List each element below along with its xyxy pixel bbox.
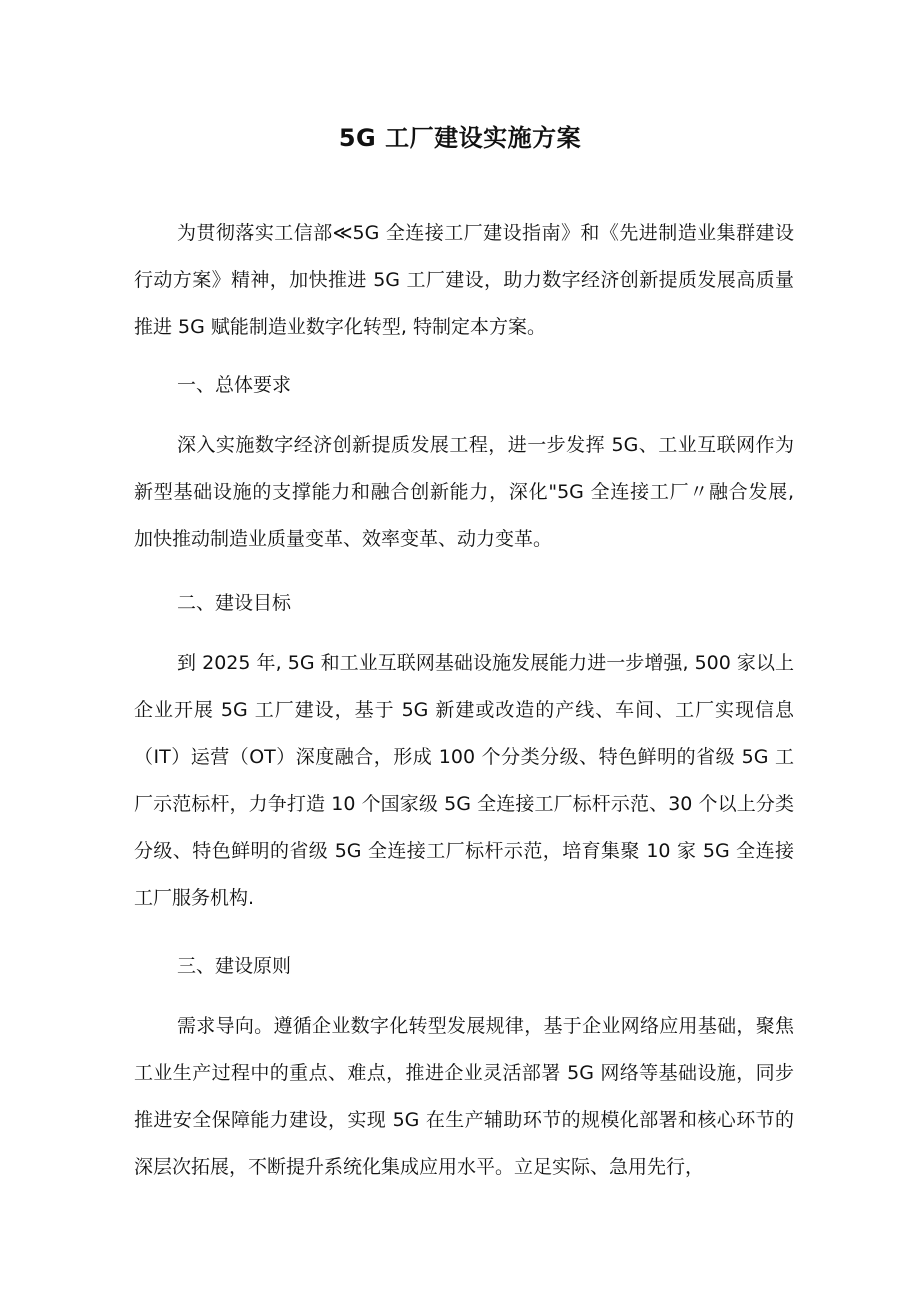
section-heading-construction-principles: 三、建设原则 bbox=[177, 955, 292, 977]
section-heading-construction-goals: 二、建设目标 bbox=[177, 592, 292, 614]
section-paragraph-general-requirements: 深入实施数字经济创新提质发展工程，进一步发挥 5G、工业互联网作为新型基础设施的支撑能力和融合创新能力，深化"5G 全连接工厂〃融合发展, 加快推动制造业质量变革、效率变革、动力变革。 bbox=[134, 434, 794, 550]
document-title: 5G 工厂建设实施方案 bbox=[338, 124, 582, 152]
intro-paragraph: 为贯彻落实工信部≪5G 全连接工厂建设指南》和《先进制造业集群建设行动方案》精神，加快推进 5G 工厂建设，助力数字经济创新提质发展高质量推进 5G 赋能制造业数字化转型, 特制定本方案。 bbox=[134, 222, 794, 338]
section-paragraph-construction-goals: 到 2025 年, 5G 和工业互联网基础设施发展能力进一步增强, 500 家以上企业开展 5G 工厂建设，基于 5G 新建或改造的产线、车间、工厂实现信息（IT）运营（OT）深度融合，形成 100 个分类分级、特色鲜明的省级 5G 工厂示范标杆，力争打造 10 个国家级 5G 全连接工厂标杆示范、30 个以上分类分级、特色鲜明的省级 5G 全连接工厂标杆示范，培育集聚 10 家 5G 全连接工厂服务机构. bbox=[134, 652, 794, 909]
section-paragraph-construction-principles: 需求导向。遵循企业数字化转型发展规律，基于企业网络应用基础，聚焦工业生产过程中的重点、难点，推进企业灵活部署 5G 网络等基础设施，同步推进安全保障能力建设，实现 5G 在生产辅助环节的规模化部署和核心环节的深层次拓展，不断提升系统化集成应用水平。立足实际、急用先行， bbox=[134, 1015, 794, 1178]
section-heading-general-requirements: 一、总体要求 bbox=[177, 374, 292, 396]
